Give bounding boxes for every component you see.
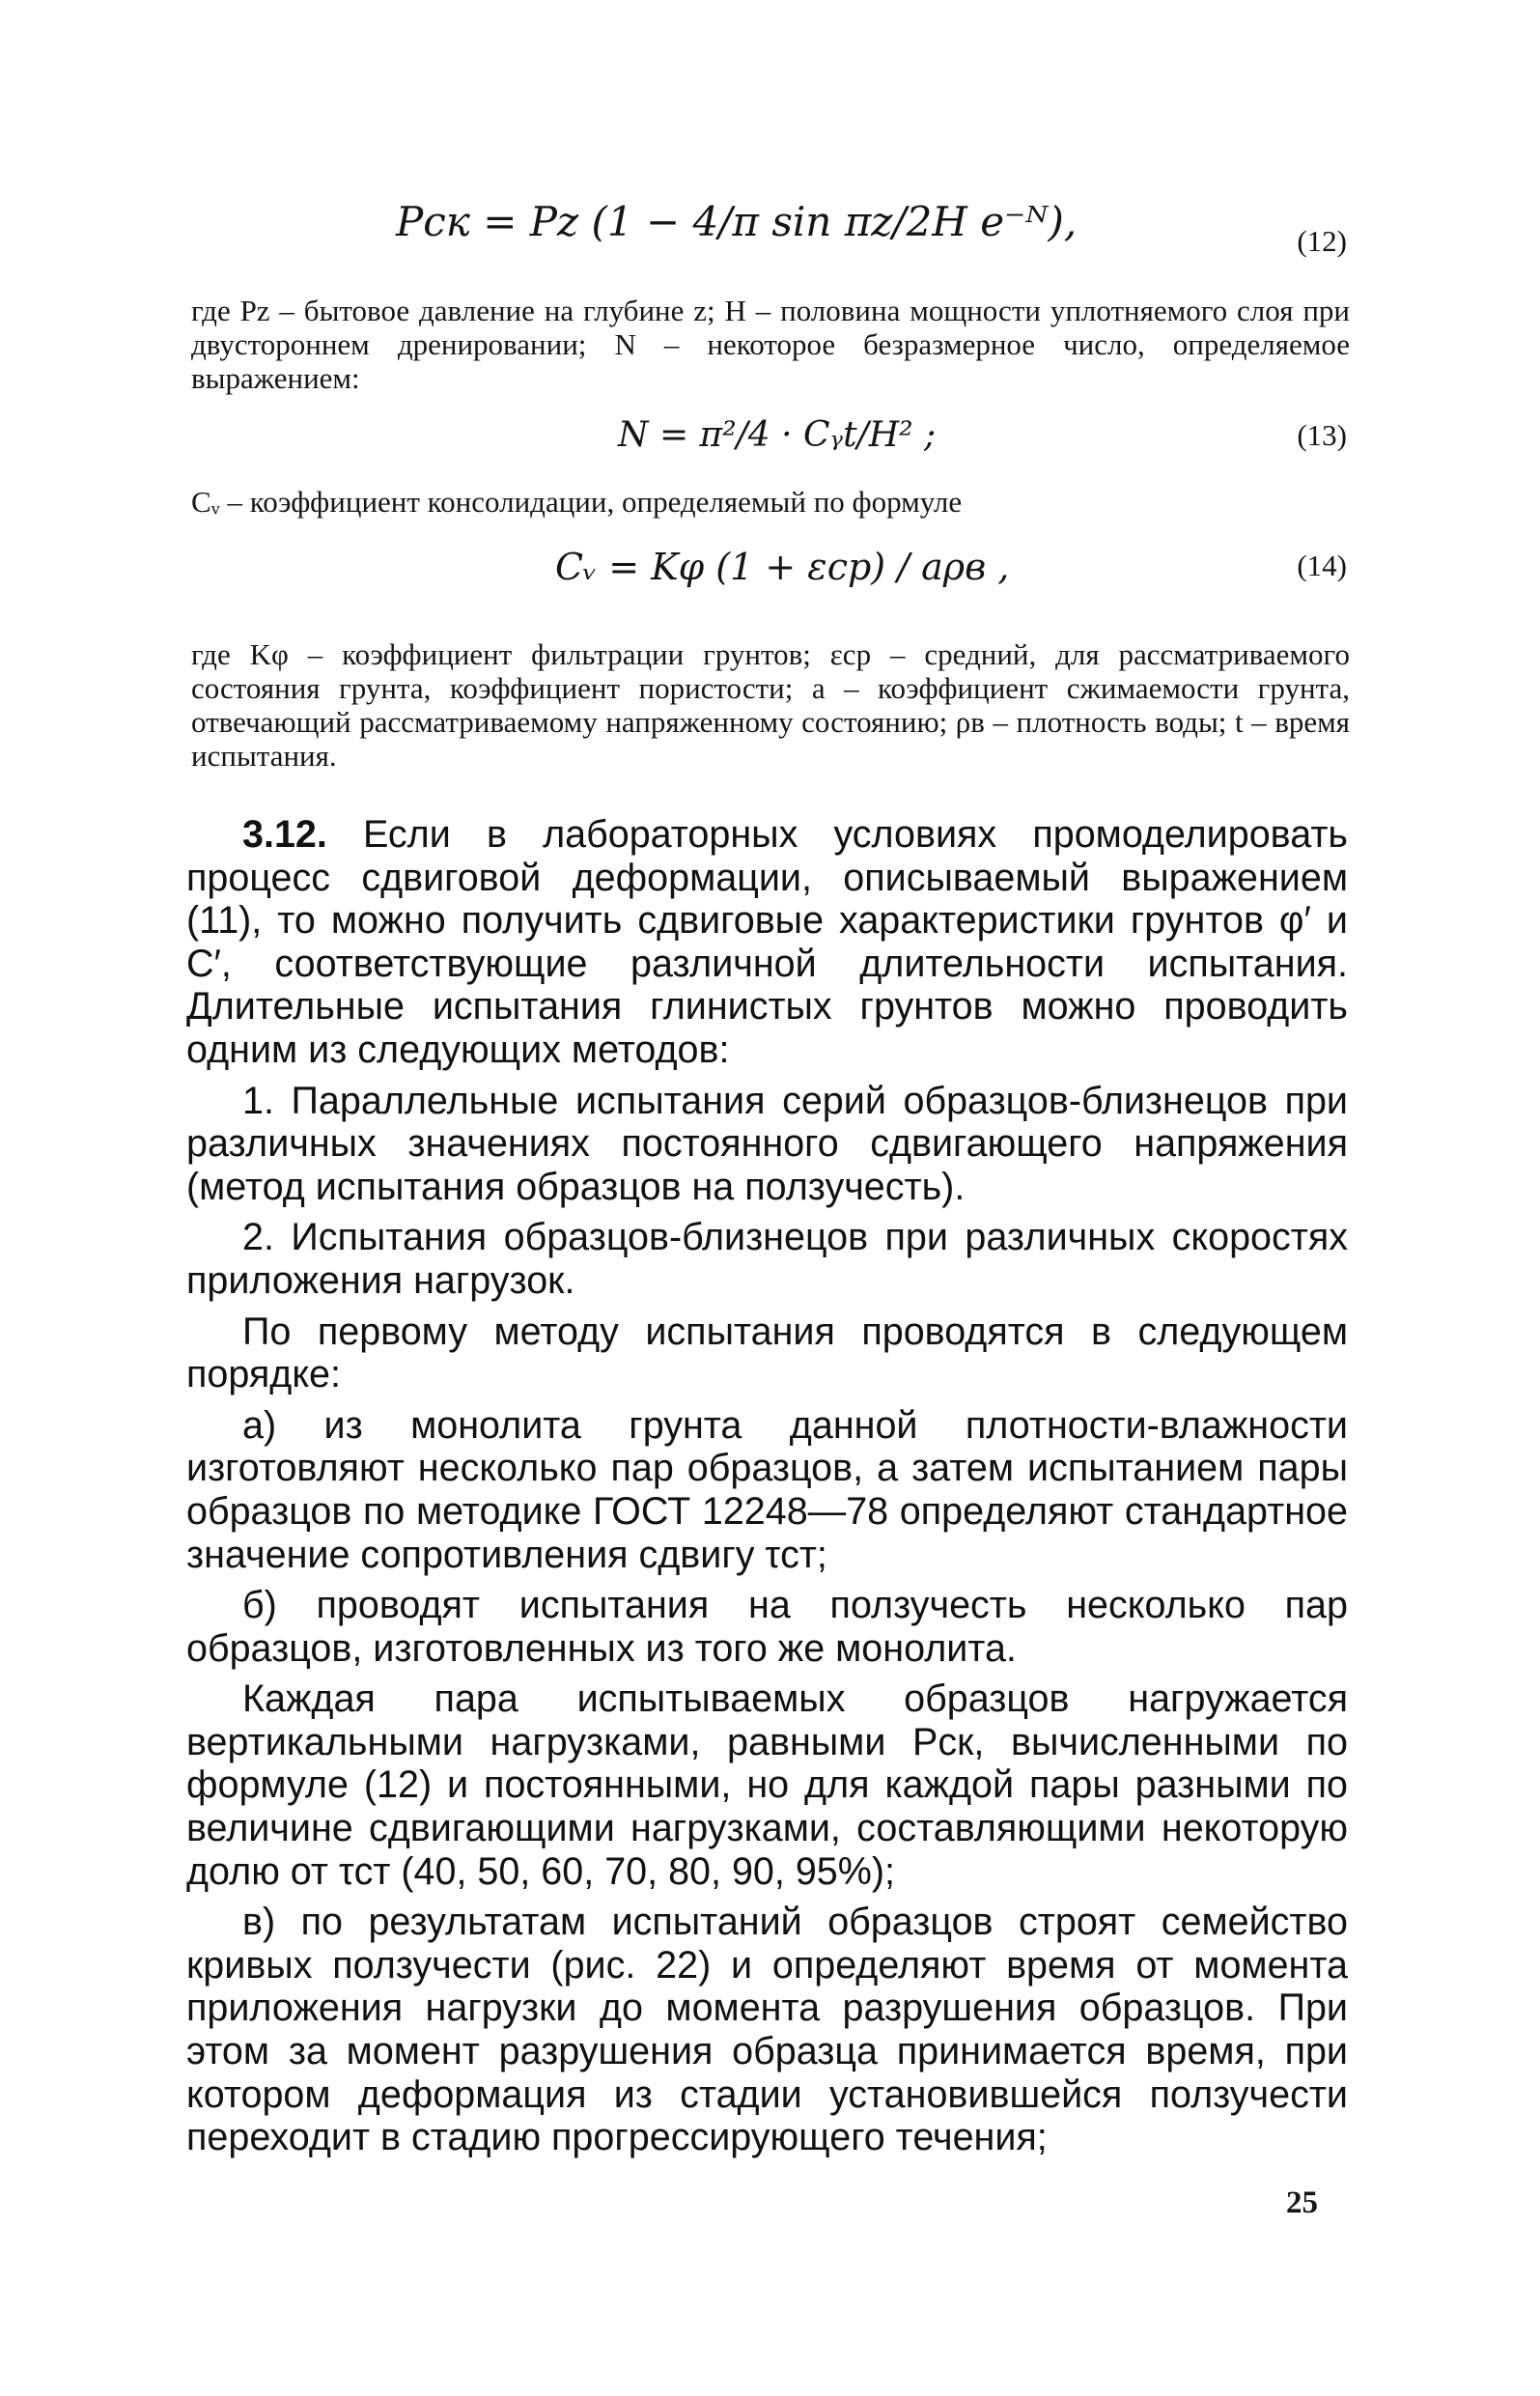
paragraph: 1. Параллельные испытания серий образцов-близнецов при различных значениях постоянного сдвигающего напряжения (метод испытания образцов на ползучесть).	[186, 1079, 1348, 1208]
equation-number-13: (13)	[1297, 418, 1347, 452]
paragraph: По первому методу испытания проводятся в следующем порядке:	[186, 1310, 1348, 1396]
paragraph: Каждая пара испытываемых образцов нагружается вертикальными нагрузками, равными Pск, вычисленными по формуле (12) и постоянными, но для каждой пары разными по величине сдвигающими нагрузками, составляющими некоторую долю от τст (40, 50, 60, 70, 80, 90, 95%);	[186, 1677, 1348, 1893]
paragraph: б) проводят испытания на ползучесть несколько пар образцов, изготовленных из того же монолита.	[186, 1584, 1348, 1670]
note-after-formula-14: где Kφ – коэффициент фильтрации грунтов; εср – средний, для рассматриваемого состояния грунта, коэффициент пористости; a – коэффициент сжимаемости грунта, отвечающий рассматриваемому напряженному состоянию; ρв – плотность воды; t – время испытания.	[191, 637, 1350, 773]
paragraph: а) из монолита грунта данной плотности-влажности изготовляют несколько пар образцов, а затем испытанием пары образцов по методике ГОСТ 12248—78 определяют стандартное значение сопротивления сдвигу τст;	[186, 1403, 1348, 1576]
section-3-12	[186, 813, 1348, 2167]
section-number: 3.12.	[242, 813, 327, 856]
paragraph: в) по результатам испытаний образцов строят семейство кривых ползучести (рис. 22) и определяют время от момента приложения нагрузки до момента разрушения образцов. При этом за момент разрушения образца принимается время, при котором деформация из стадии установившейся ползучести переходит в стадию прогрессирующего течения;	[186, 1901, 1348, 2159]
equation-number-12: (12)	[1297, 224, 1347, 258]
note-after-formula-12: где Pz – бытовое давление на глубине z; H – половина мощности уплотняемого слоя при двустороннем дренировании; N – некоторое безразмерное число, определяемое выражением:	[191, 294, 1350, 395]
formula-13: N = π²/4 · Cᵧt/H² ;	[618, 415, 937, 455]
page-number: 25	[1286, 2185, 1318, 2220]
formula-12: Pск = Pz (1 − 4/π sin πz/2H e⁻ᴺ),	[396, 198, 1078, 245]
paragraph: 2. Испытания образцов-близнецов при различных скоростях приложения нагрузок.	[186, 1216, 1348, 1302]
note-after-formula-13: Cᵥ – коэффициент консолидации, определяемый по формуле	[191, 485, 963, 519]
formula-14: Cᵥ = Kφ (1 + εср) / aρв ,	[555, 546, 1010, 588]
paragraph: 3.12. Если в лабораторных условиях промоделировать процесс сдвиговой деформации, описываемый выражением (11), то можно получить сдвиговые характеристики грунтов φ′ и C′, соответствующие различной длительности испытания. Длительные испытания глинистых грунтов можно проводить одним из следующих методов:	[186, 813, 1348, 1071]
equation-number-14: (14)	[1297, 549, 1347, 582]
